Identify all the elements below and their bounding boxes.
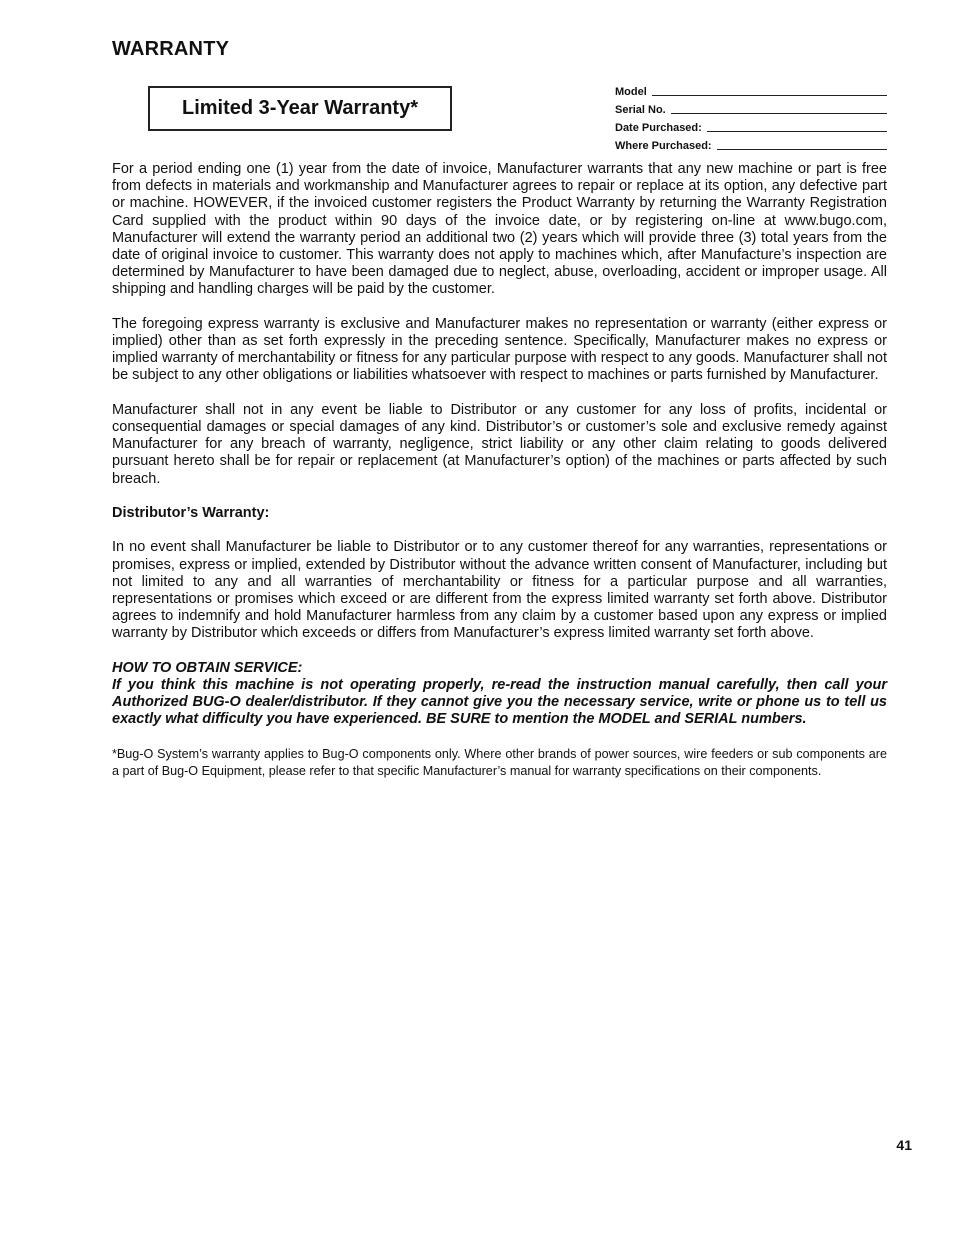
where-purchased-field (615, 134, 887, 152)
model-field (615, 80, 887, 98)
model-blank-line (652, 94, 887, 96)
warranty-body (112, 161, 887, 780)
registration-form (615, 80, 887, 152)
service-section (112, 660, 887, 729)
date-purchased-blank-line (707, 130, 887, 132)
distributor-warranty-paragraph: In no event shall Manufacturer be liable to Distributor or to any customer thereof for any warranties, representations or promises, express or implied, extended by Distributor without the advance written consent of Manufacturer, including but not limited to any and all warranties of merchantability or fitness for a particular purpose and all warranties, representations or promises which exceed or are different from the express limited warranty set forth above. Distributor agrees to indemnify and hold Manufacturer harmless from any claim by a customer based upon any express or implied warranty by Distributor which exceeds or differs from Manufacturer’s express limited warranty set forth above. (112, 539, 887, 642)
service-text: If you think this machine is not operating properly, re-read the instruction manual carefully, then call your Authorized BUG-O dealer/distributor. If they cannot give you the necessary service, write or phone us to tell us exactly what difficulty you have experienced. BE SURE to mention the MODEL and SERIAL numbers. (112, 677, 887, 728)
distributor-warranty-heading: Distributor’s Warranty: (112, 505, 270, 522)
warranty-paragraph-1: For a period ending one (1) year from the date of invoice, Manufacturer warrants that any new machine or part is free from defects in materials and workmanship and Manufacturer agrees to repair or replace at its option, any defective part or machine. HOWEVER, if the invoiced customer registers the Product Warranty by returning the Warranty Registration Card supplied with the product within 90 days of the invoice date, or by registering on-line at www.bugo.com, Manufacturer will extend the warranty period an additional two (2) years which will provide three (3) total years from the date of original invoice to customer. This warranty does not apply to machines which, after Manufacture’s inspection are determined by Manufacturer to have been damaged due to neglect, abuse, overloading, accident or improper usage. All shipping and handling charges will be paid by the customer. (112, 161, 887, 298)
serial-field (615, 98, 887, 116)
page-number: 41 (896, 1137, 912, 1153)
warranty-paragraph-3: Manufacturer shall not in any event be liable to Distributor or any customer for any loss of profits, incidental or consequential damages or special damages of any kind. Distributor’s or customer’s sole and exclusive remedy against Manufacturer for any breach of warranty, negligence, strict liability or any other claim relating to goods delivered pursuant hereto shall be for repair or replacement (at Manufacturer’s option) of the machines or parts affected by such breach. (112, 401, 887, 487)
warranty-box-title: Limited 3-Year Warranty* (181, 97, 418, 119)
where-purchased-blank-line (717, 148, 887, 150)
warranty-title-box (148, 86, 452, 131)
service-heading: HOW TO OBTAIN SERVICE: (112, 659, 303, 676)
page-title: WARRANTY (112, 38, 230, 60)
footnote: *Bug-O System’s warranty applies to Bug-O components only. Where other brands of power sources, wire feeders or sub components are a part of Bug-O Equipment, please refer to that specific Manufacturer’s manual for warranty specifications on their components. (112, 746, 887, 778)
date-purchased-field (615, 116, 887, 134)
serial-label: Serial No. (615, 104, 666, 116)
where-purchased-label: Where Purchased: (615, 140, 712, 152)
model-label: Model (615, 86, 647, 98)
serial-blank-line (671, 112, 887, 114)
date-purchased-label: Date Purchased: (615, 122, 702, 134)
warranty-paragraph-2: The foregoing express warranty is exclusive and Manufacturer makes no representation or warranty (either express or implied) other than as set forth expressly in the preceding sentence. Specifically, Manufacturer makes no express or implied warranty of merchantability or fitness for any particular purpose with respect to any goods. Manufacturer shall not be subject to any other obligations or liabilities whatsoever with respect to machines or parts furnished by Manufacturer. (112, 315, 887, 384)
